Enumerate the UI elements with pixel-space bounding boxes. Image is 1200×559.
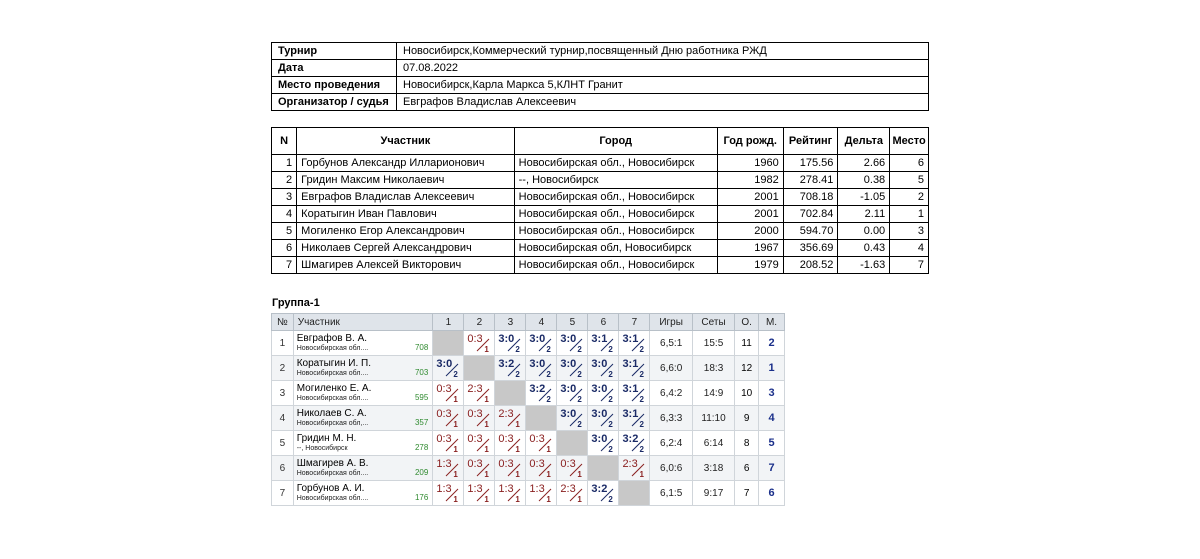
match-points: 2	[608, 445, 613, 454]
match-points: 1	[453, 445, 458, 454]
player-city: Новосибирская обл....	[296, 370, 369, 377]
match-score: 3:0	[436, 358, 453, 370]
match-result-cell	[619, 356, 650, 381]
player-city: Новосибирская обл....	[296, 395, 369, 402]
participant-cell: Горбунов Александр Илларионович	[297, 155, 514, 172]
match-result-cell	[619, 381, 650, 406]
sets-stat: 3:18	[692, 456, 734, 481]
place-stat: 5	[759, 431, 785, 456]
match-points: 1	[546, 495, 551, 504]
match-points: 2	[577, 370, 582, 379]
group-title: Группа-1	[272, 297, 320, 309]
participant-cell: 2.66	[838, 155, 890, 172]
participant-cell: Евграфов Владислав Алексеевич	[297, 189, 514, 206]
participant-cell: 1	[890, 206, 929, 223]
participant-cell: 702.84	[783, 206, 838, 223]
participant-cell: --, Новосибирск	[514, 172, 717, 189]
match-points: 1	[484, 420, 489, 429]
points-stat: 10	[735, 381, 759, 406]
participant-cell: 7	[890, 257, 929, 274]
player-name: Коратыгин И. П.	[296, 358, 372, 369]
crosstable-row	[272, 331, 785, 356]
points-stat: 9	[735, 406, 759, 431]
match-result-cell	[619, 406, 650, 431]
crosstable-row	[272, 456, 785, 481]
col-header-participant: Участник	[293, 314, 433, 331]
player-cell	[293, 431, 433, 456]
match-score: 0:3	[436, 433, 452, 445]
match-points: 2	[639, 420, 644, 429]
diagonal-cell	[526, 406, 557, 431]
player-rating: 209	[414, 468, 429, 477]
participants-header: Год рожд.	[717, 128, 783, 155]
participant-row	[272, 240, 929, 257]
participants-header: Рейтинг	[783, 128, 838, 155]
participant-cell: 0.43	[838, 240, 890, 257]
match-result-cell	[619, 456, 650, 481]
match-score: 0:3	[498, 458, 514, 470]
crosstable-row	[272, 481, 785, 506]
match-points: 2	[577, 395, 582, 404]
match-result-cell	[464, 381, 495, 406]
games-stat: 6,1:5	[650, 481, 692, 506]
row-number: 6	[272, 456, 294, 481]
match-result-cell	[526, 456, 557, 481]
info-value: Евграфов Владислав Алексеевич	[397, 94, 929, 111]
player-city: Новосибирская обл....	[296, 495, 369, 502]
match-score: 3:0	[560, 333, 577, 345]
match-score: 1:3	[498, 483, 514, 495]
match-result-cell	[495, 456, 526, 481]
match-points: 1	[577, 495, 582, 504]
participant-cell: Новосибирская обл., Новосибирск	[514, 155, 717, 172]
participant-cell: Гридин Максим Николаевич	[297, 172, 514, 189]
participants-header: Город	[514, 128, 717, 155]
player-rating: 708	[414, 343, 429, 352]
match-result-cell	[526, 356, 557, 381]
player-rating: 357	[414, 418, 429, 427]
match-points: 2	[515, 370, 520, 379]
tournament-info-table	[271, 42, 929, 111]
match-points: 2	[608, 345, 613, 354]
participant-cell: 2	[272, 172, 297, 189]
match-score: 1:3	[436, 483, 452, 495]
sets-stat: 11:10	[692, 406, 734, 431]
participant-cell: Новосибирская обл, Новосибирск	[514, 240, 717, 257]
participant-cell: Новосибирская обл., Новосибирск	[514, 189, 717, 206]
participant-cell: Новосибирская обл., Новосибирск	[514, 257, 717, 274]
match-result-cell	[464, 331, 495, 356]
crosstable-row	[272, 381, 785, 406]
participant-row	[272, 189, 929, 206]
participants-header: Дельта	[838, 128, 890, 155]
match-score: 3:0	[591, 408, 608, 420]
match-result-cell	[557, 331, 588, 356]
sets-stat: 18:3	[692, 356, 734, 381]
match-result-cell	[433, 381, 464, 406]
place-stat: 1	[759, 356, 785, 381]
participant-cell: Николаев Сергей Александрович	[297, 240, 514, 257]
match-score: 3:1	[622, 383, 639, 395]
match-result-cell	[433, 481, 464, 506]
sets-stat: 6:14	[692, 431, 734, 456]
participant-cell: -1.05	[838, 189, 890, 206]
col-header-opponent: 1	[433, 314, 464, 331]
points-stat: 12	[735, 356, 759, 381]
match-score: 3:0	[529, 358, 546, 370]
points-stat: 6	[735, 456, 759, 481]
diagonal-cell	[433, 331, 464, 356]
player-city: Новосибирская обл,...	[296, 420, 369, 427]
match-result-cell	[464, 481, 495, 506]
match-result-cell	[433, 431, 464, 456]
info-row	[272, 94, 929, 111]
match-points: 1	[546, 470, 551, 479]
match-score: 3:0	[560, 358, 577, 370]
match-points: 2	[608, 370, 613, 379]
match-score: 0:3	[529, 458, 545, 470]
col-header-sets: Сеты	[692, 314, 734, 331]
player-name: Могиленко Е. А.	[296, 383, 372, 394]
place-stat: 7	[759, 456, 785, 481]
crosstable-row	[272, 431, 785, 456]
match-score: 0:3	[436, 408, 452, 420]
participant-cell: 356.69	[783, 240, 838, 257]
player-name: Шмагирев А. В.	[296, 458, 369, 469]
match-score: 3:1	[622, 333, 639, 345]
crosstable-row	[272, 356, 785, 381]
match-score: 0:3	[467, 408, 483, 420]
place-stat: 6	[759, 481, 785, 506]
match-score: 0:3	[467, 458, 483, 470]
player-name: Гридин М. Н.	[296, 433, 357, 444]
match-score: 2:3	[560, 483, 576, 495]
match-result-cell	[619, 331, 650, 356]
match-points: 2	[639, 445, 644, 454]
player-city: --, Новосибирск	[296, 445, 348, 452]
row-number: 4	[272, 406, 294, 431]
player-name: Горбунов А. И.	[296, 483, 365, 494]
player-rating: 176	[414, 493, 429, 502]
sets-stat: 15:5	[692, 331, 734, 356]
player-name: Евграфов В. А.	[296, 333, 368, 344]
match-points: 2	[608, 495, 613, 504]
participant-cell: Коратыгин Иван Павлович	[297, 206, 514, 223]
player-rating: 703	[414, 368, 429, 377]
row-number: 1	[272, 331, 294, 356]
match-points: 1	[484, 395, 489, 404]
match-score: 3:0	[560, 408, 577, 420]
participant-row	[272, 206, 929, 223]
match-result-cell	[464, 456, 495, 481]
match-result-cell	[433, 456, 464, 481]
match-points: 2	[453, 370, 458, 379]
match-points: 2	[577, 420, 582, 429]
match-points: 1	[453, 420, 458, 429]
participant-cell: 3	[890, 223, 929, 240]
info-key: Дата	[272, 60, 397, 77]
match-score: 2:3	[498, 408, 514, 420]
match-score: 3:2	[622, 433, 639, 445]
diagonal-cell	[619, 481, 650, 506]
participant-cell: -1.63	[838, 257, 890, 274]
col-header-no: №	[272, 314, 294, 331]
participants-table	[271, 127, 929, 274]
match-result-cell	[433, 356, 464, 381]
participant-cell: 4	[272, 206, 297, 223]
place-stat: 4	[759, 406, 785, 431]
col-header-games: Игры	[650, 314, 692, 331]
participant-cell: 2001	[717, 206, 783, 223]
match-score: 3:0	[560, 383, 577, 395]
info-value: Новосибирск,Карла Маркса 5,КЛНТ Гранит	[397, 77, 929, 94]
match-points: 1	[515, 470, 520, 479]
participant-cell: 2001	[717, 189, 783, 206]
match-score: 3:2	[498, 358, 515, 370]
player-rating: 278	[414, 443, 429, 452]
player-name: Николаев С. А.	[296, 408, 367, 419]
match-points: 1	[577, 470, 582, 479]
match-score: 3:0	[498, 333, 515, 345]
col-header-points: О.	[735, 314, 759, 331]
match-score: 2:3	[467, 383, 483, 395]
match-points: 1	[484, 470, 489, 479]
match-points: 1	[515, 495, 520, 504]
participant-cell: 1979	[717, 257, 783, 274]
match-points: 1	[484, 445, 489, 454]
crosstable-row	[272, 406, 785, 431]
participant-cell: 708.18	[783, 189, 838, 206]
info-row	[272, 60, 929, 77]
match-points: 2	[546, 345, 551, 354]
match-points: 2	[546, 395, 551, 404]
match-result-cell	[557, 356, 588, 381]
match-result-cell	[557, 406, 588, 431]
match-result-cell	[464, 406, 495, 431]
participant-row	[272, 223, 929, 240]
info-row	[272, 77, 929, 94]
info-row	[272, 43, 929, 60]
match-points: 1	[484, 345, 489, 354]
match-score: 1:3	[467, 483, 483, 495]
player-cell	[293, 481, 433, 506]
match-points: 1	[515, 420, 520, 429]
games-stat: 6,6:0	[650, 356, 692, 381]
participants-header: N	[272, 128, 297, 155]
match-score: 0:3	[498, 433, 514, 445]
diagonal-cell	[557, 431, 588, 456]
participant-cell: 1960	[717, 155, 783, 172]
participant-cell: 594.70	[783, 223, 838, 240]
participant-cell: Новосибирская обл., Новосибирск	[514, 223, 717, 240]
sets-stat: 9:17	[692, 481, 734, 506]
col-header-opponent: 2	[464, 314, 495, 331]
match-result-cell	[495, 481, 526, 506]
match-result-cell	[526, 381, 557, 406]
player-cell	[293, 456, 433, 481]
match-score: 3:1	[591, 333, 608, 345]
match-result-cell	[495, 406, 526, 431]
match-result-cell	[495, 356, 526, 381]
row-number: 7	[272, 481, 294, 506]
participant-cell: 208.52	[783, 257, 838, 274]
match-score: 0:3	[436, 383, 452, 395]
match-score: 3:0	[591, 358, 608, 370]
col-header-opponent: 3	[495, 314, 526, 331]
games-stat: 6,2:4	[650, 431, 692, 456]
games-stat: 6,3:3	[650, 406, 692, 431]
col-header-opponent: 7	[619, 314, 650, 331]
place-stat: 2	[759, 331, 785, 356]
match-points: 1	[639, 470, 644, 479]
match-score: 0:3	[529, 433, 545, 445]
info-key: Место проведения	[272, 77, 397, 94]
participant-cell: Могиленко Егор Александрович	[297, 223, 514, 240]
match-points: 1	[453, 470, 458, 479]
player-city: Новосибирская обл....	[296, 345, 369, 352]
participant-cell: 3	[272, 189, 297, 206]
match-points: 2	[639, 345, 644, 354]
match-result-cell	[588, 381, 619, 406]
match-result-cell	[588, 431, 619, 456]
player-cell	[293, 331, 433, 356]
match-score: 3:2	[529, 383, 546, 395]
participant-cell: Новосибирская обл., Новосибирск	[514, 206, 717, 223]
participant-cell: 2000	[717, 223, 783, 240]
match-points: 1	[546, 445, 551, 454]
player-cell	[293, 406, 433, 431]
match-score: 3:0	[529, 333, 546, 345]
player-city: Новосибирская обл....	[296, 470, 369, 477]
match-result-cell	[495, 431, 526, 456]
points-stat: 7	[735, 481, 759, 506]
player-rating: 595	[414, 393, 429, 402]
match-score: 0:3	[467, 333, 483, 345]
match-points: 2	[608, 395, 613, 404]
participants-header: Участник	[297, 128, 514, 155]
games-stat: 6,4:2	[650, 381, 692, 406]
info-value: 07.08.2022	[397, 60, 929, 77]
match-result-cell	[495, 331, 526, 356]
match-result-cell	[526, 331, 557, 356]
match-score: 1:3	[436, 458, 452, 470]
match-score: 3:2	[591, 483, 608, 495]
match-score: 0:3	[560, 458, 576, 470]
participant-row	[272, 172, 929, 189]
place-stat: 3	[759, 381, 785, 406]
participant-cell: Шмагирев Алексей Викторович	[297, 257, 514, 274]
participant-cell: 1967	[717, 240, 783, 257]
participant-cell: 1982	[717, 172, 783, 189]
participant-cell: 278.41	[783, 172, 838, 189]
diagonal-cell	[495, 381, 526, 406]
match-result-cell	[588, 481, 619, 506]
match-score: 3:0	[591, 383, 608, 395]
participant-cell: 5	[890, 172, 929, 189]
participant-cell: 1	[272, 155, 297, 172]
match-score: 1:3	[529, 483, 545, 495]
match-result-cell	[433, 406, 464, 431]
games-stat: 6,0:6	[650, 456, 692, 481]
participant-cell: 0.38	[838, 172, 890, 189]
match-points: 1	[453, 495, 458, 504]
match-points: 2	[608, 420, 613, 429]
match-result-cell	[526, 431, 557, 456]
col-header-place: М.	[759, 314, 785, 331]
participant-cell: 6	[272, 240, 297, 257]
match-points: 1	[515, 445, 520, 454]
points-stat: 8	[735, 431, 759, 456]
participant-cell: 2.11	[838, 206, 890, 223]
match-result-cell	[557, 381, 588, 406]
match-score: 0:3	[467, 433, 483, 445]
match-result-cell	[557, 481, 588, 506]
match-points: 2	[639, 395, 644, 404]
participant-cell: 2	[890, 189, 929, 206]
participant-cell: 5	[272, 223, 297, 240]
col-header-opponent: 5	[557, 314, 588, 331]
match-points: 2	[639, 370, 644, 379]
row-number: 5	[272, 431, 294, 456]
player-cell	[293, 356, 433, 381]
match-score: 3:0	[591, 433, 608, 445]
match-result-cell	[588, 406, 619, 431]
match-score: 3:1	[622, 358, 639, 370]
match-result-cell	[588, 356, 619, 381]
points-stat: 11	[735, 331, 759, 356]
group-crosstable	[271, 313, 785, 506]
match-result-cell	[464, 431, 495, 456]
diagonal-cell	[588, 456, 619, 481]
info-value: Новосибирск,Коммерческий турнир,посвященный Дню работника РЖД	[397, 43, 929, 60]
match-points: 2	[577, 345, 582, 354]
sets-stat: 14:9	[692, 381, 734, 406]
match-score: 2:3	[622, 458, 638, 470]
participant-row	[272, 155, 929, 172]
match-result-cell	[526, 481, 557, 506]
participant-cell: 7	[272, 257, 297, 274]
participant-cell: 4	[890, 240, 929, 257]
match-result-cell	[588, 331, 619, 356]
participant-row	[272, 257, 929, 274]
diagonal-cell	[464, 356, 495, 381]
info-key: Организатор / судья	[272, 94, 397, 111]
col-header-opponent: 6	[588, 314, 619, 331]
match-score: 3:1	[622, 408, 639, 420]
col-header-opponent: 4	[526, 314, 557, 331]
participants-header: Место	[890, 128, 929, 155]
match-points: 2	[515, 345, 520, 354]
match-points: 1	[453, 395, 458, 404]
player-cell	[293, 381, 433, 406]
info-key: Турнир	[272, 43, 397, 60]
row-number: 2	[272, 356, 294, 381]
participant-cell: 6	[890, 155, 929, 172]
row-number: 3	[272, 381, 294, 406]
match-points: 2	[546, 370, 551, 379]
match-result-cell	[557, 456, 588, 481]
match-result-cell	[619, 431, 650, 456]
participant-cell: 0.00	[838, 223, 890, 240]
games-stat: 6,5:1	[650, 331, 692, 356]
match-points: 1	[484, 495, 489, 504]
participant-cell: 175.56	[783, 155, 838, 172]
